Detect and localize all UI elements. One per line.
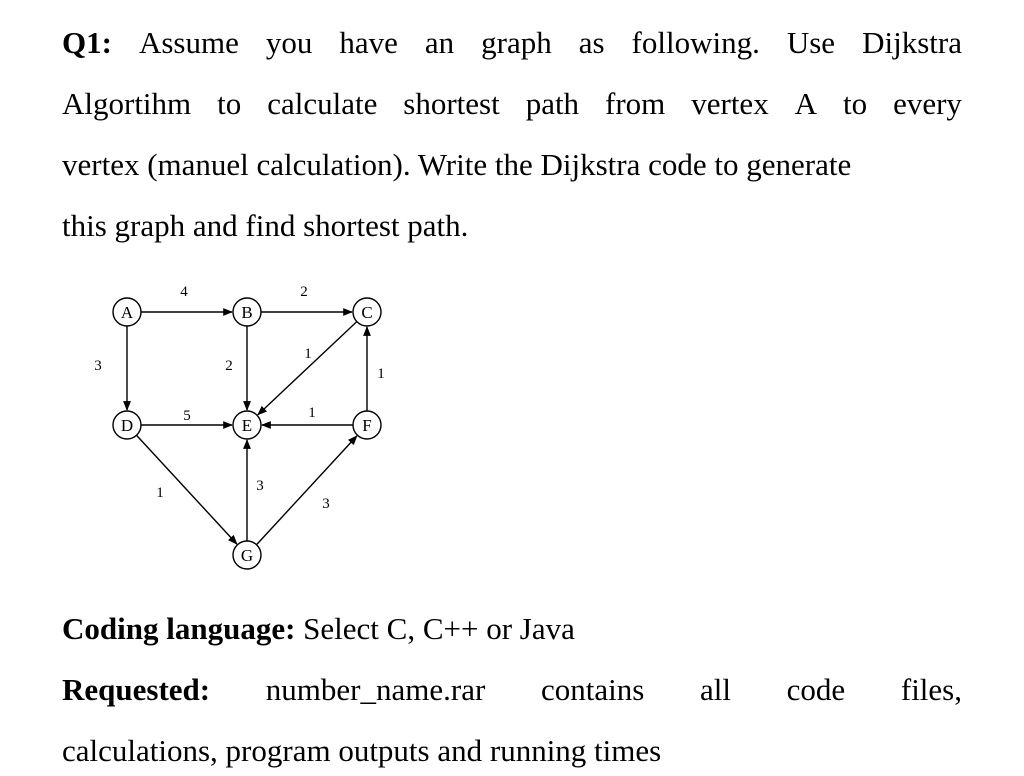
node-label: E	[241, 416, 253, 435]
graph-diagram	[80, 270, 410, 580]
word: Use	[786, 25, 836, 60]
edge-weight-label: 3	[256, 478, 264, 494]
requested-line-2: calculations, program outputs and running times	[62, 733, 662, 768]
word: Assume	[138, 25, 239, 60]
node-d	[113, 411, 141, 439]
edge-weight-label: 3	[94, 358, 102, 374]
word: all	[699, 672, 731, 707]
edge-d-g	[136, 435, 236, 544]
node-label: A	[120, 303, 134, 322]
edge-weight-label: 1	[156, 485, 164, 501]
word: to	[217, 86, 242, 121]
node-c	[353, 298, 381, 326]
node-e	[233, 411, 261, 439]
word: graph	[481, 25, 552, 60]
node-label: G	[240, 546, 254, 565]
question-line-1	[62, 25, 962, 61]
edge-g-f	[256, 436, 356, 545]
edge-weight-label: 2	[225, 358, 233, 374]
edge-weight-label: 4	[180, 284, 188, 300]
word: Algortihm	[62, 86, 192, 121]
node-label: D	[120, 416, 134, 435]
word: number_name.rar	[265, 672, 486, 707]
word: from	[605, 86, 666, 121]
word: contains	[540, 672, 645, 707]
word: files,	[900, 672, 962, 707]
word: shortest	[403, 86, 500, 121]
edge-weight-label: 1	[304, 346, 312, 362]
word: following.	[631, 25, 760, 60]
edge-weight-label: 1	[377, 366, 385, 382]
question-line-3: vertex (manuel calculation). Write the Dijkstra code to generate	[62, 147, 852, 182]
word: every	[893, 86, 962, 121]
node-g	[233, 541, 261, 569]
edge-weight-label: 5	[183, 408, 191, 424]
edge-weight-label: 2	[300, 284, 308, 300]
requested-label: Requested:	[62, 672, 211, 707]
question-label: Q1:	[62, 25, 112, 60]
word: to	[843, 86, 868, 121]
node-b	[233, 298, 261, 326]
node-a	[113, 298, 141, 326]
node-label: F	[362, 416, 372, 435]
edge-c-e	[258, 322, 357, 415]
coding-text: Select C, C++ or Java	[295, 611, 575, 646]
word: as	[578, 25, 605, 60]
requested-line-1	[62, 672, 962, 708]
question-line-2	[62, 86, 962, 122]
question-line-4: this graph and find shortest path.	[62, 208, 469, 243]
node-label: C	[361, 303, 373, 322]
coding-line	[62, 611, 575, 647]
word: code	[786, 672, 846, 707]
word: path	[525, 86, 580, 121]
word: you	[265, 25, 313, 60]
node-f	[353, 411, 381, 439]
edge-weight-label: 3	[322, 496, 330, 512]
edge-weight-label: 1	[308, 405, 316, 421]
word: calculate	[267, 86, 378, 121]
word: vertex	[691, 86, 769, 121]
word: have	[339, 25, 398, 60]
coding-label: Coding language:	[62, 611, 296, 646]
word: A	[794, 86, 818, 121]
word: an	[424, 25, 455, 60]
node-label: B	[241, 303, 253, 322]
word: Dijkstra	[862, 25, 962, 60]
